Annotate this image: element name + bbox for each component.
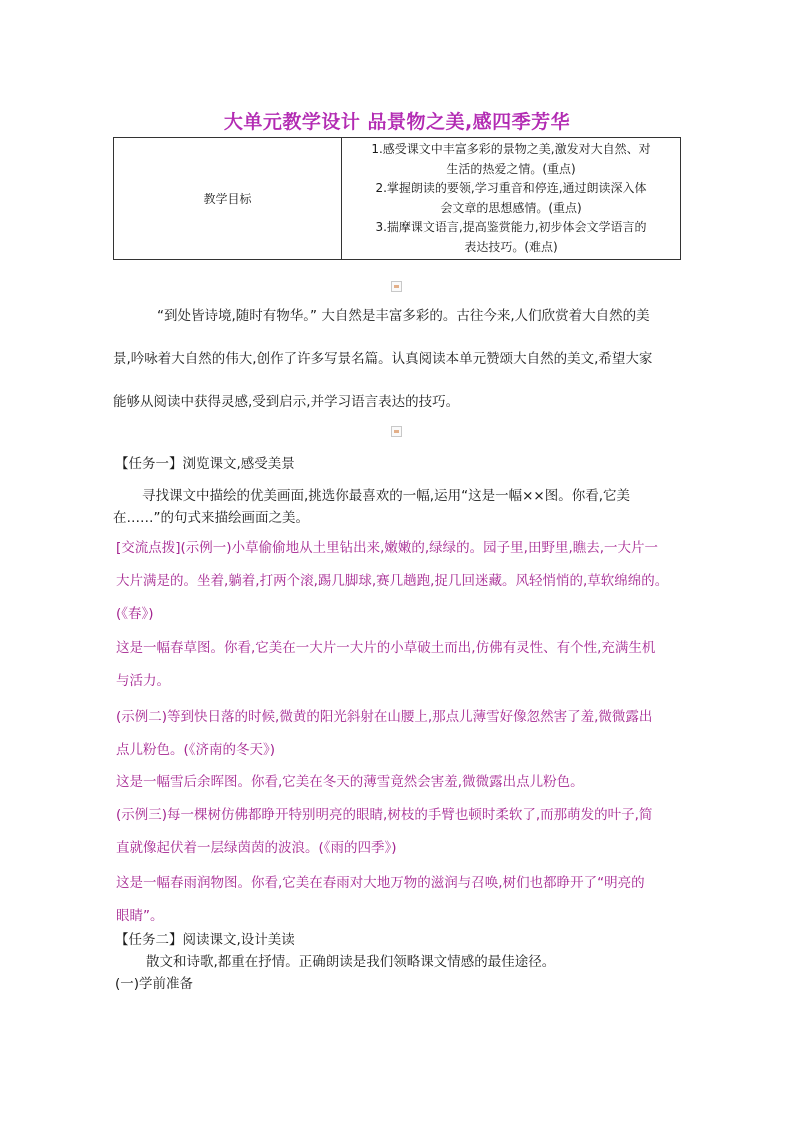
example-line: 大片满是的。坐着,躺着,打两个滚,踢几脚球,赛几趟跑,捉几回迷藏。风轻悄悄的,草软绵绵的。 (116, 573, 669, 589)
broken-image-icon (391, 281, 402, 292)
example-line: (《春》) (116, 606, 154, 622)
task2-subheading: (一)学前准备 (115, 976, 194, 992)
example-line: (示例三)每一棵树仿佛都睁开特别明亮的眼睛,树枝的手臂也顿时柔软了,而那萌发的叶子,简 (116, 807, 653, 823)
answer-line: 眼睛”。 (116, 908, 164, 924)
task2-heading: 【任务二】阅读课文,设计美读 (115, 932, 295, 948)
example-line: 直就像起伏着一层绿茵茵的波浪。(《雨的四季》) (116, 840, 397, 856)
goal-line: 表达技巧。(难点) (464, 239, 558, 254)
intro-line: 能够从阅读中获得灵感,受到启示,并学习语言表达的技巧。 (113, 394, 460, 410)
task1-instruction (113, 485, 630, 529)
goals-label: 教学目标 (114, 138, 342, 260)
intro-paragraph (113, 295, 652, 424)
goal-line: 1.感受课文中丰富多彩的景物之美,激发对大自然、对 (371, 142, 651, 156)
task1-heading: 【任务一】浏览课文,感受美景 (115, 456, 295, 472)
teaching-goals-table (113, 137, 681, 260)
answer-line: 这是一幅雪后余晖图。你看,它美在冬天的薄雪竟然会害羞,微微露出点儿粉色。 (116, 774, 584, 790)
example-line: (示例二)等到快日落的时候,微黄的阳光斜射在山腰上,那点儿薄雪好像忽然害了羞,微微露出 (116, 709, 653, 725)
instruction-line: 在……”的句式来描绘画面之美。 (113, 510, 309, 526)
intro-line: “到处皆诗境,随时有物华。” 大自然是丰富多彩的。古往今来,人们欣赏着大自然的美 (157, 308, 650, 324)
page-title: 大单元教学设计 品景物之美,感四季芳华 (223, 111, 571, 133)
goals-list (342, 138, 681, 260)
example-line: [交流点拨](示例一)小草偷偷地从土里钻出来,嫩嫩的,绿绿的。园子里,田野里,瞧去,一大片一 (116, 540, 659, 556)
goal-line: 生活的热爱之情。(重点) (446, 161, 576, 176)
answer-one (116, 632, 655, 698)
example-line: 点儿粉色。(《济南的冬天》) (116, 742, 276, 758)
answer-line: 与活力。 (116, 673, 170, 689)
answer-line: 这是一幅春草图。你看,它美在一大片一大片的小草破土而出,仿佛有灵性、有个性,充满生机 (116, 640, 656, 656)
goal-line: 2.掌握朗读的要领,学习重音和停连,通过朗读深入体 (375, 181, 647, 195)
example-two (116, 701, 652, 767)
task2-section (115, 929, 555, 995)
task2-instruction: 散文和诗歌,都重在抒情。正确朗读是我们领略课文情感的最佳途径。 (146, 954, 556, 970)
example-one (116, 532, 668, 631)
answer-three (116, 867, 645, 933)
answer-two (116, 766, 584, 799)
goal-line: 会文章的思想感情。(重点) (440, 200, 582, 215)
answer-line: 这是一幅春雨润物图。你看,它美在春雨对大地万物的滋润与召唤,树们也都睁开了“明亮的 (116, 875, 645, 891)
goal-line: 3.揣摩课文语言,提高鉴赏能力,初步体会文学语言的 (375, 220, 647, 234)
example-three (116, 799, 652, 865)
instruction-line: 寻找课文中描绘的优美画面,挑选你最喜欢的一幅,运用“这是一幅××图。你看,它美 (142, 488, 630, 504)
broken-image-icon (391, 426, 402, 437)
intro-line: 景,吟咏着大自然的伟大,创作了许多写景名篇。认真阅读本单元赞颂大自然的美文,希望大家 (113, 351, 653, 367)
